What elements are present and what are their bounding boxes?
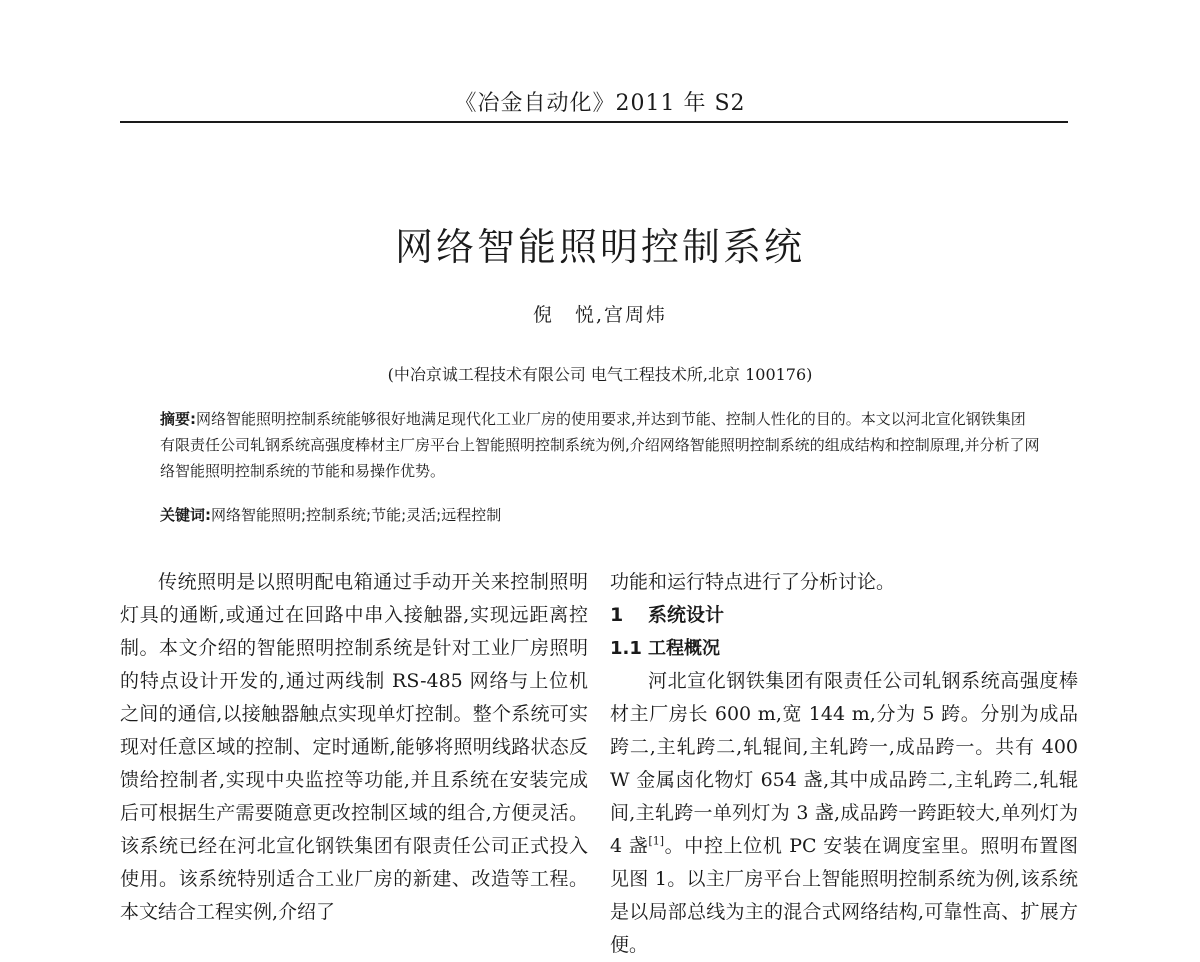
subsection-title: 工程概况 [648,638,720,659]
authors: 倪 悦,宫周炜 [532,304,668,326]
intro-paragraph: 传统照明是以照明配电箱通过手动开关来控制照明灯具的通断,或通过在回路中串入接触器,实现远距离控制。本文介绍的智能照明控制系统是针对工业厂房照明的特点设计开发的,通过两线制 RS-485 网络与上位机之间的通信,以接触器触点实现单灯控制。整个系统可实现对任意区域的控制、定时通断,能够将照明线路状态反馈给控制者,实现中央监控等功能,并且系统在安装完成后可根据生产需要随意更改控制区域的组合,方便灵活。该系统已经在河北宣化钢铁集团有限责任公司正式投入使用。该系统特别适合工业厂房的新建、改造等工程。本文结合工程实例,介绍了 [120,571,588,923]
abstract-label: 摘要: [160,410,196,428]
overview-text-a: 河北宣化钢铁集团有限责任公司轧钢系统高强度棒材主厂房长 600 m,宽 144 m,分为 5 跨。分别为成品跨二,主轧跨二,轧辊间,主轧跨一,成品跨一。共有 400 W 金属卤化物灯 654 盏,其中成品跨二,主轧跨二,轧辊间,主轧跨一单列灯为 3 盏,成品跨一跨距较大,单列灯为 4 盏 [610,670,1078,857]
right-column [610,566,1078,962]
paper-title: 网络智能照明控制系统 [394,225,805,269]
journal-header: 《冶金自动化》2011 年 S2 [454,91,746,116]
left-column [120,566,588,929]
header-rule [120,121,1068,123]
overview-text-b: 。中控上位机 PC 安装在调度室里。照明布置图见图 1。以主厂房平台上智能照明控制系统为例,该系统是以局部总线为主的混合式网络结构,可靠性高、扩展方便。 [610,835,1078,956]
section-number: 1 [610,604,624,626]
keywords [160,502,1040,528]
subsection-heading [610,632,1078,665]
abstract-text: 网络智能照明控制系统能够很好地满足现代化工业厂房的使用要求,并达到节能、控制人性化的目的。本文以河北宣化钢铁集团有限责任公司轧钢系统高强度棒材主厂房平台上智能照明控制系统为例,介绍网络智能照明控制系统的组成结构和控制原理,并分析了网络智能照明控制系统的节能和易操作优势。 [160,410,1040,480]
section-heading [610,599,1078,632]
abstract [160,406,1040,484]
keywords-text: 网络智能照明;控制系统;节能;灵活;远程控制 [211,506,502,524]
intro-continuation: 功能和运行特点进行了分析讨论。 [610,571,896,593]
citation-ref: [1] [648,834,665,848]
keywords-label: 关键词: [160,506,211,524]
subsection-number: 1.1 [610,638,642,659]
section-title: 系统设计 [648,604,725,626]
overview-paragraph [610,665,1078,962]
affiliation: (中冶京诚工程技术有限公司 电气工程技术所,北京 100176) [387,365,813,384]
